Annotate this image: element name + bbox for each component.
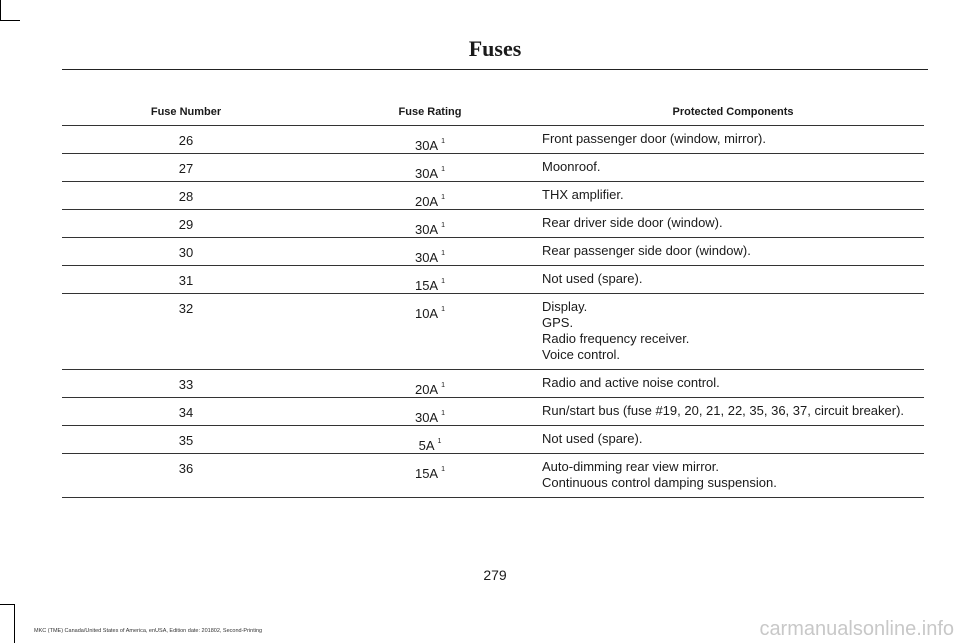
table-row xyxy=(62,126,924,154)
component-line: GPS. xyxy=(542,315,574,330)
footer-text: MKC (TME) Canada/United States of America, enUSA, Edition date: 201802, Second-Printing xyxy=(34,628,263,634)
protected-components-cell xyxy=(542,426,924,453)
table-row xyxy=(62,398,924,426)
table-row xyxy=(62,454,924,498)
page-title: Fuses xyxy=(468,36,522,61)
component-line: Voice control. xyxy=(542,347,621,362)
fuse-rating-value: 20A xyxy=(414,194,439,209)
table-header xyxy=(62,98,924,126)
fuse-rating-value: 30A xyxy=(414,138,439,153)
fuse-rating-cell xyxy=(310,438,550,453)
header-fuse-rating: Fuse Rating xyxy=(398,106,462,118)
fuse-rating-value: 20A xyxy=(414,382,439,397)
fuse-number-cell: 30 xyxy=(178,245,194,260)
header-protected-components: Protected Components xyxy=(672,106,794,118)
fuse-table xyxy=(62,98,924,498)
table-row xyxy=(62,266,924,294)
fuse-rating-cell xyxy=(310,278,550,293)
fuse-rating-cell xyxy=(310,382,550,397)
table-row xyxy=(62,154,924,182)
fuse-number-cell: 33 xyxy=(178,377,194,392)
component-line: Continuous control damping suspension. xyxy=(542,475,777,490)
table-row xyxy=(62,182,924,210)
fuse-number-cell: 29 xyxy=(178,217,194,232)
component-line: Rear driver side door (window). xyxy=(542,215,723,230)
table-row xyxy=(62,210,924,238)
component-line: Radio and active noise control. xyxy=(542,375,720,390)
footnote-marker: 1 xyxy=(441,382,446,389)
fuse-number-cell: 35 xyxy=(178,433,194,448)
component-line: Not used (spare). xyxy=(542,271,643,286)
component-line: Display. xyxy=(542,299,588,314)
footnote-marker: 1 xyxy=(437,438,442,445)
fuse-number-cell: 36 xyxy=(178,461,194,476)
fuse-rating-cell xyxy=(310,466,550,481)
protected-components-cell xyxy=(542,398,924,425)
table-row xyxy=(62,238,924,266)
fuse-rating-value: 30A xyxy=(414,410,439,425)
component-line: Front passenger door (window, mirror). xyxy=(542,131,766,146)
fuse-rating-cell xyxy=(310,222,550,237)
fuse-rating-cell xyxy=(310,194,550,209)
fuse-rating-cell xyxy=(310,138,550,153)
table-row xyxy=(62,426,924,454)
watermark-text: carmanualsonline.info xyxy=(759,618,954,640)
footnote-marker: 1 xyxy=(441,306,446,313)
component-line: Moonroof. xyxy=(542,159,601,174)
crop-mark xyxy=(14,604,15,643)
fuse-number-cell: 28 xyxy=(178,189,194,204)
fuse-rating-cell xyxy=(310,306,550,321)
footnote-marker: 1 xyxy=(441,222,446,229)
header-fuse-number: Fuse Number xyxy=(150,106,222,118)
protected-components-cell xyxy=(542,154,924,181)
component-line: Radio frequency receiver. xyxy=(542,331,690,346)
fuse-number-cell: 32 xyxy=(178,301,194,316)
crop-mark xyxy=(0,604,14,605)
footnote-marker: 1 xyxy=(441,410,446,417)
fuse-rating-cell xyxy=(310,166,550,181)
protected-components-cell xyxy=(542,294,924,369)
fuse-rating-value: 30A xyxy=(414,222,439,237)
footnote-marker: 1 xyxy=(441,166,446,173)
component-line: THX amplifier. xyxy=(542,187,624,202)
fuse-number-cell: 26 xyxy=(178,133,194,148)
crop-mark xyxy=(0,20,20,21)
protected-components-cell xyxy=(542,210,924,237)
crop-mark xyxy=(0,0,1,20)
fuse-number-cell: 27 xyxy=(178,161,194,176)
fuse-rating-value: 5A xyxy=(418,438,435,453)
footnote-marker: 1 xyxy=(441,138,446,145)
fuse-rating-value: 15A xyxy=(414,278,439,293)
footnote-marker: 1 xyxy=(441,466,446,473)
fuse-number-cell: 34 xyxy=(178,405,194,420)
component-line: Rear passenger side door (window). xyxy=(542,243,751,258)
footnote-marker: 1 xyxy=(441,278,446,285)
fuse-rating-value: 10A xyxy=(414,306,439,321)
component-line: Auto-dimming rear view mirror. xyxy=(542,459,719,474)
protected-components-cell xyxy=(542,182,924,209)
component-line: Not used (spare). xyxy=(542,431,643,446)
protected-components-cell xyxy=(542,266,924,293)
table-row xyxy=(62,294,924,370)
fuse-rating-value: 15A xyxy=(414,466,439,481)
footnote-marker: 1 xyxy=(441,194,446,201)
table-body xyxy=(62,126,924,498)
page-number: 279 xyxy=(483,567,507,583)
fuse-number-cell: 31 xyxy=(178,273,194,288)
table-row xyxy=(62,370,924,398)
protected-components-cell xyxy=(542,454,924,497)
title-rule xyxy=(62,69,928,70)
protected-components-cell xyxy=(542,126,924,153)
fuse-rating-cell xyxy=(310,250,550,265)
protected-components-cell xyxy=(542,238,924,265)
fuse-rating-cell xyxy=(310,410,550,425)
fuse-rating-value: 30A xyxy=(414,250,439,265)
component-line: Run/start bus (fuse #19, 20, 21, 22, 35, 36, 37, circuit breaker). xyxy=(542,403,905,418)
protected-components-cell xyxy=(542,370,924,397)
footnote-marker: 1 xyxy=(441,250,446,257)
fuse-rating-value: 30A xyxy=(414,166,439,181)
